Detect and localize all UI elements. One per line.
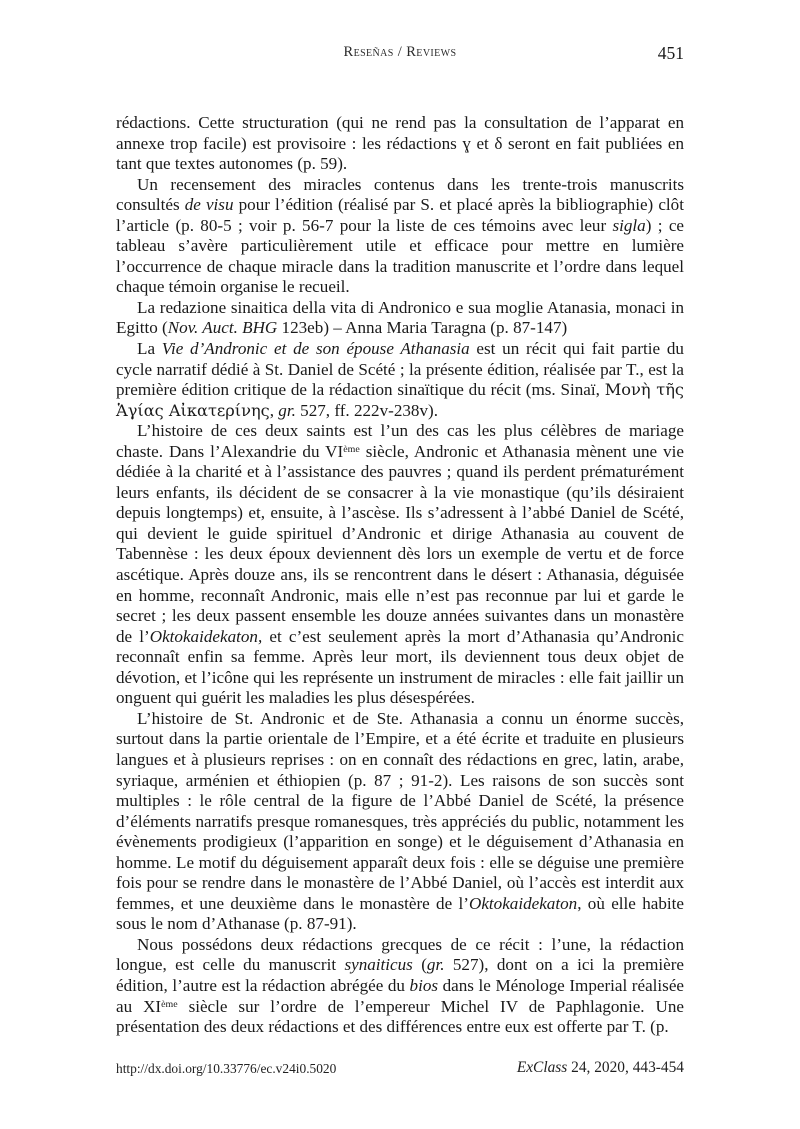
text-run: ,	[269, 400, 279, 420]
journal-citation-details: 24, 2020, 443-454	[567, 1059, 684, 1076]
italic-run: Vie d’Andronic et de son épouse Athanasia	[161, 339, 470, 359]
journal-citation	[517, 1059, 684, 1077]
text-run: 527), dont on a ici la première édition, l’autre est la rédaction abrégée du	[116, 955, 684, 995]
para-histoire-deux-saints	[116, 421, 684, 709]
italic-run: Oktokaidekaton	[468, 893, 578, 913]
text-run: Nous possédons deux rédactions grecques de ce récit : l’une, la rédaction longue, est celle du manuscrit	[116, 934, 684, 975]
text-run: Un recensement des miracles contenus dans les trente-trois manuscrits consultés	[116, 174, 684, 215]
text-run: siècle, Andronic et Athanasia mènent une vie dédiée à la charité et à l’assistance des pauvres ; quand ils perdent prématurément leurs enfants, ils décident de se consacrer à la vie monastique (qu’ils désiraient depuis longtemps) et, ensuite, à l’ascèse. Ils s’adressent à l’abbé Daniel de Scété, qui devient le guide spirituel d’Andronic et dirige Athanasia au couvent de Tabennèse : les deux époux deviennent dès lors un exemple de vertu et de force ascétique. Après douze ans, ils se rencontrent dans le désert : Athanasia, déguisée en homme, reconnaît Andronic, mais elle n’est pas reconnue par lui et garde le secret ; les deux passent ensemble les douze années suivantes dans un monastère de l’	[116, 441, 684, 646]
journal-title: ExClass	[516, 1059, 568, 1076]
text-run: L’histoire de St. Andronic et de Ste. Athanasia a connu un énorme succès, surtout dans la partie orientale de l’Empire, et a été écrite et traduite en plusieurs langues et à plusieurs reprises : on en connaît des rédactions en grec, latin, arabe, syriaque, arménien et éthiopien (p. 87 ; 91-2). Les raisons de son succès sont multiples : le rôle central de la figure de l’Abbé Daniel de Scété, la présence d’éléments narratifs presque romanesques, très appréciés du public, notamment les évènements prodigieux (l’apparition en songe) et le déguisement d’Athanasia en homme. Le motif du déguisement apparaît deux fois : elle se déguise une première fois pour se rendre dans le monastère de l’Abbé Daniel, où l’accès est interdit aux femmes, et une deuxième dans le monastère de l’	[116, 708, 684, 913]
para-redactions	[116, 113, 684, 175]
text-run: est un récit qui fait partie du cycle narratif dédié à St. Daniel de Scété ; la présente édition, réalisée par T., est la première édition critique de la rédaction sinaïtique du récit (ms. Sinaï,	[116, 339, 684, 400]
page-number: 451	[657, 43, 684, 63]
ordinal-suffix: ème	[161, 998, 178, 1010]
text-run: rédactions. Cette structuration (qui ne rend pas la consultation de l’apparat en annexe trop facile) est provisoire : les rédactions ɣ et δ seront en fait publiées en tant que textes autonomes (p. 59).	[116, 113, 684, 174]
para-heading-redazione	[116, 298, 684, 339]
text-run: ) ; ce tableau s’avère particulièrement utile et efficace pour mettre en lumière l’occurrence de chaque miracle dans la tradition manuscrite et l’ordre dans lequel chaque témoin organise le recueil.	[116, 215, 684, 297]
text-run: , où elle habite sous le nom d’Athanase (p. 87-91).	[116, 893, 684, 934]
text-run: La	[137, 339, 162, 359]
greek-run: Μονὴ τῆς Ἁγίας Αἰκατερίνης	[116, 380, 684, 420]
italic-run: gr.	[426, 955, 445, 975]
italic-run: gr.	[278, 400, 296, 420]
italic-run: synaiticus	[344, 955, 413, 975]
italic-run: de visu	[184, 195, 234, 215]
page-footer	[116, 1059, 684, 1083]
italic-run: Nov. Auct. BHG	[167, 318, 278, 338]
text-run: dans le Ménologe Imperial réalisée au XI	[116, 975, 685, 1016]
running-head-title: Reseñas / Reviews	[343, 44, 457, 60]
text-run: (	[412, 955, 427, 975]
body-text-block	[116, 113, 684, 1038]
italic-run: Oktokaidekaton,	[149, 626, 263, 646]
doi-link[interactable]: http://dx.doi.org/10.33776/ec.v24i0.5020	[116, 1061, 337, 1076]
text-run: La redazione sinaitica della vita di Andronico e sua moglie Atanasia, monaci in Egitto (	[116, 297, 684, 338]
text-run: et c’est seulement après la mort d’Athanasia qu’Andronic reconnaît enfin sa femme. Après leur mort, ils deviennent tous deux objet de dévotion, et l’icône qui les représente un instrument de miracles : elle fait jaillir un onguent qui guérit les maladies les plus désespérées.	[116, 626, 684, 708]
para-histoire-st-andronic	[116, 709, 684, 935]
running-head	[116, 44, 684, 66]
para-nous-possedons	[116, 935, 684, 1038]
text-run: siècle sur l’ordre de l’empereur Michel IV de Paphlagonie. Une présentation des deux rédactions et des différences entre eux est offerte par T. (p.	[116, 996, 684, 1037]
italic-run: sigla	[612, 215, 646, 235]
text-run: pour l’édition (réalisé par S. et placé après la bibliographie) clôt l’article (p. 80-5 ; voir p. 56-7 pour la liste de ces témoins avec leur	[116, 195, 684, 235]
ordinal-suffix: ème	[343, 443, 360, 455]
text-run: 527, ff. 222v-238v).	[295, 400, 438, 420]
para-vie-andronic	[116, 339, 684, 421]
para-recensement	[116, 175, 684, 298]
text-run: L’histoire de ces deux saints est l’un des cas les plus célèbres de mariage chaste. Dans l’Alexandrie du VI	[116, 421, 684, 461]
italic-run: bios	[409, 975, 439, 995]
text-run: 123eb) – Anna Maria Taragna (p. 87-147)	[277, 318, 568, 338]
